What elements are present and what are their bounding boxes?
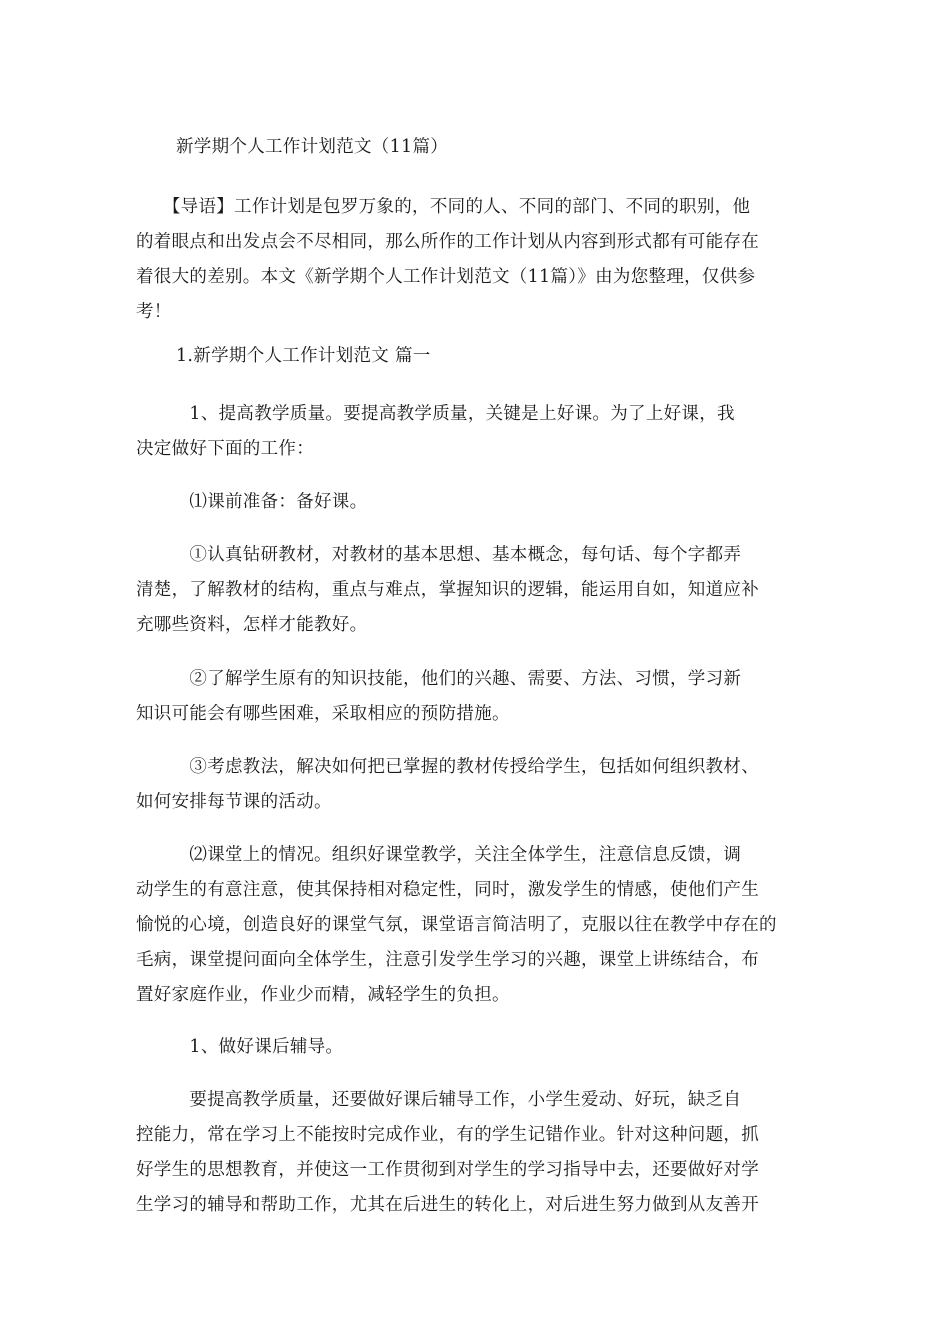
text-line: 1、做好课后辅导。 — [136, 1037, 344, 1057]
section-heading: 1.新学期个人工作计划范文 篇一 — [176, 346, 431, 366]
text-line: 置好家庭作业，作业少而精，减轻学生的负担。 — [136, 985, 510, 1005]
text-line: 着很大的差别。本文《新学期个人工作计划范文（11篇）》由为您整理，仅供参 — [136, 267, 756, 287]
text-line: 决定做好下面的工作： — [136, 439, 314, 459]
text-line: 生学习的辅导和帮助工作，尤其在后进生的转化上，对后进生努力做到从友善开 — [136, 1195, 759, 1215]
paragraph-1 — [136, 397, 826, 467]
text-line: 控能力，常在学习上不能按时完成作业，有的学生记错作业。针对这种问题，抓 — [136, 1125, 759, 1145]
paragraph-7 — [136, 1030, 826, 1065]
text-line: 的着眼点和出发点会不尽相同，那么所作的工作计划从内容到形式都有可能存在 — [136, 232, 759, 252]
text-line: 考！ — [136, 302, 172, 322]
text-line: 毛病，课堂提问面向全体学生，注意引发学生学习的兴趣，课堂上讲练结合，布 — [136, 950, 759, 970]
paragraph-4 — [136, 662, 826, 732]
text-line: 【导语】工作计划是包罗万象的，不同的人、不同的部门、不同的职别，他 — [136, 197, 751, 217]
text-line: ①认真钻研教材，对教材的基本思想、基本概念，每句话、每个字都弄 — [136, 545, 742, 565]
text-line: 动学生的有意注意，使其保持相对稳定性，同时，激发学生的情感，使他们产生 — [136, 880, 759, 900]
text-line: 清楚，了解教材的结构，重点与难点，掌握知识的逻辑，能运用自如，知道应补 — [136, 580, 759, 600]
text-line: ⑴课前准备：备好课。 — [136, 492, 368, 512]
text-line: 知识可能会有哪些困难，采取相应的预防措施。 — [136, 704, 510, 724]
text-line: 充哪些资料，怎样才能教好。 — [136, 615, 368, 635]
text-line: ②了解学生原有的知识技能，他们的兴趣、需要、方法、习惯，学习新 — [136, 669, 742, 689]
text-line: 1、提高教学质量。要提高教学质量，关键是上好课。为了上好课，我 — [136, 404, 735, 424]
paragraph-6 — [136, 838, 826, 1013]
text-line: 如何安排每节课的活动。 — [136, 792, 332, 812]
text-line: 要提高教学质量，还要做好课后辅导工作，小学生爱动、好玩，缺乏自 — [136, 1090, 742, 1110]
paragraph-2 — [136, 485, 826, 520]
paragraph-8 — [136, 1083, 826, 1223]
paragraph-3 — [136, 538, 826, 643]
text-line: 愉悦的心境，创造良好的课堂气氛，课堂语言简洁明了，克服以往在教学中存在的 — [136, 915, 777, 935]
text-line: ③考虑教法，解决如何把已掌握的教材传授给学生，包括如何组织教材、 — [136, 757, 759, 777]
text-line: ⑵课堂上的情况。组织好课堂教学，关注全体学生，注意信息反馈，调 — [136, 845, 742, 865]
text-line: 好学生的思想教育，并使这一工作贯彻到对学生的学习指导中去，还要做好对学 — [136, 1160, 759, 1180]
document-title: 新学期个人工作计划范文（11篇） — [176, 137, 449, 157]
intro-paragraph — [136, 190, 826, 330]
paragraph-5 — [136, 750, 826, 820]
